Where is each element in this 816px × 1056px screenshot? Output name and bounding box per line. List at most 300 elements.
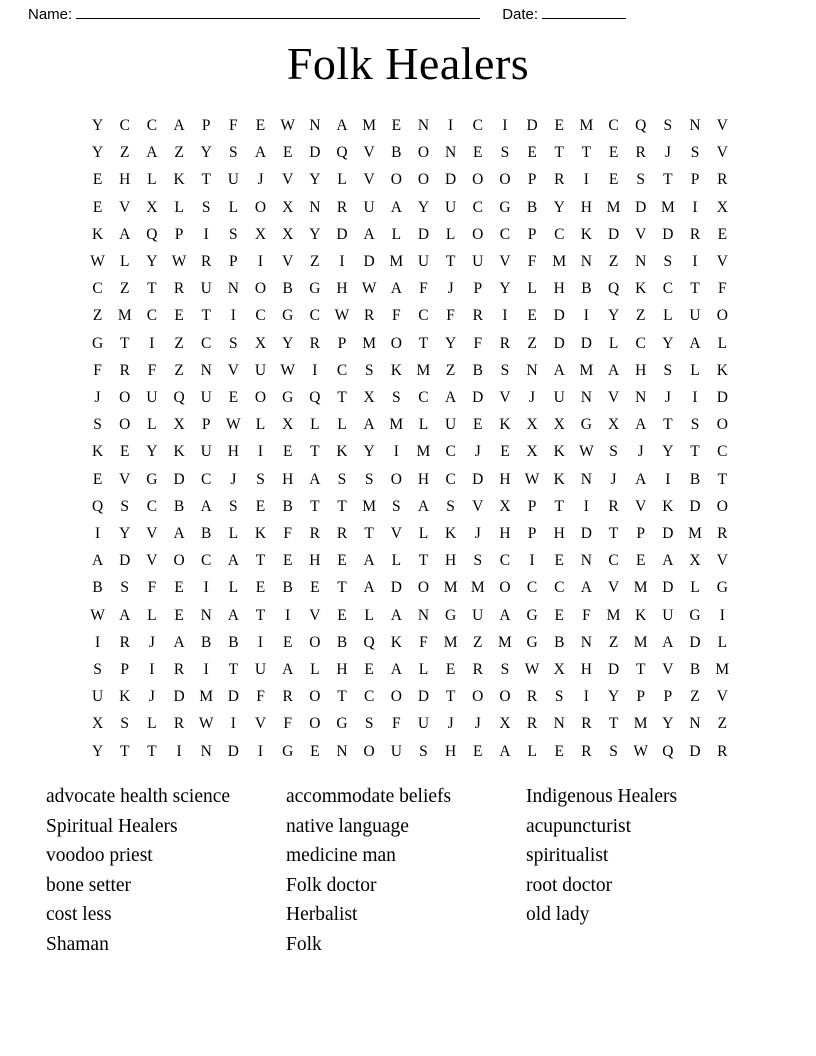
grid-letter[interactable]: Y (119, 525, 131, 543)
grid-letter[interactable]: Q (309, 389, 321, 407)
grid-letter[interactable]: K (635, 280, 647, 298)
grid-letter[interactable]: W (579, 443, 594, 461)
grid-letter[interactable]: J (664, 144, 671, 162)
grid-letter[interactable]: R (336, 525, 348, 543)
grid-letter[interactable]: M (633, 579, 648, 597)
grid-letter[interactable]: Z (690, 688, 700, 706)
grid-letter[interactable]: Y (499, 280, 511, 298)
grid-letter[interactable]: Z (120, 144, 130, 162)
grid-letter[interactable]: B (201, 525, 212, 543)
grid-letter[interactable]: G (526, 633, 538, 651)
grid-letter[interactable]: R (472, 307, 483, 325)
grid-letter[interactable]: O (363, 742, 375, 760)
grid-letter[interactable]: R (472, 661, 483, 679)
grid-letter[interactable]: L (147, 171, 157, 189)
grid-letter[interactable]: J (474, 715, 481, 733)
grid-letter[interactable]: P (527, 225, 537, 243)
grid-letter[interactable]: V (119, 470, 131, 488)
grid-letter[interactable]: H (227, 443, 239, 461)
grid-letter[interactable]: Z (310, 253, 320, 271)
grid-letter[interactable]: V (662, 661, 674, 679)
grid-letter[interactable]: P (473, 280, 483, 298)
grid-letter[interactable]: U (363, 198, 375, 216)
grid-letter[interactable]: K (662, 497, 674, 515)
grid-letter[interactable]: M (660, 198, 675, 216)
grid-letter[interactable]: S (609, 443, 618, 461)
grid-letter[interactable]: M (606, 198, 621, 216)
grid-letter[interactable]: I (257, 633, 264, 651)
grid-letter[interactable]: C (445, 470, 456, 488)
grid-letter[interactable]: I (448, 117, 454, 134)
grid-letter[interactable]: C (662, 280, 674, 298)
grid-letter[interactable]: Y (309, 225, 321, 243)
grid-letter[interactable]: D (119, 552, 131, 570)
grid-letter[interactable]: O (716, 497, 728, 515)
grid-letter[interactable]: Y (91, 117, 104, 134)
grid-letter[interactable]: K (445, 525, 457, 543)
grid-letter[interactable]: D (472, 389, 484, 407)
grid-letter[interactable]: O (499, 688, 511, 706)
grid-letter[interactable]: T (554, 144, 564, 162)
grid-letter[interactable]: X (91, 715, 104, 733)
grid-letter[interactable]: C (635, 334, 646, 352)
grid-letter[interactable]: V (607, 579, 620, 597)
grid-letter[interactable]: S (256, 470, 265, 488)
grid-letter[interactable]: Q (662, 742, 674, 760)
grid-letter[interactable]: T (147, 280, 157, 298)
grid-letter[interactable]: E (445, 661, 456, 679)
grid-letter[interactable]: N (417, 117, 430, 134)
grid-letter[interactable]: Z (527, 334, 537, 352)
grid-letter[interactable]: U (472, 253, 484, 271)
grid-letter[interactable]: I (583, 307, 589, 325)
grid-letter[interactable]: B (472, 361, 483, 379)
grid-letter[interactable]: K (173, 171, 185, 189)
grid-letter[interactable]: R (581, 715, 592, 733)
grid-letter[interactable]: X (499, 497, 511, 515)
grid-letter[interactable]: M (199, 688, 214, 706)
grid-letter[interactable]: E (554, 742, 564, 760)
grid-letter[interactable]: T (663, 171, 673, 189)
word-bank-item[interactable]: voodoo priest (46, 845, 153, 867)
grid-letter[interactable]: A (173, 117, 185, 134)
grid-letter[interactable]: Z (174, 361, 184, 379)
grid-letter[interactable]: D (607, 661, 620, 679)
grid-letter[interactable]: W (90, 253, 105, 271)
grid-letter[interactable]: X (689, 552, 701, 570)
grid-letter[interactable]: T (690, 280, 700, 298)
grid-letter[interactable]: I (149, 334, 155, 352)
grid-letter[interactable]: U (91, 688, 104, 706)
grid-letter[interactable]: Y (146, 443, 158, 461)
grid-letter[interactable]: L (120, 253, 130, 271)
grid-letter[interactable]: U (390, 742, 402, 760)
word-bank-item[interactable]: acupuncturist (526, 815, 632, 837)
grid-letter[interactable]: S (93, 661, 102, 679)
grid-letter[interactable]: O (173, 552, 185, 570)
grid-letter[interactable]: G (336, 715, 348, 733)
grid-letter[interactable]: A (390, 661, 402, 679)
grid-letter[interactable]: A (662, 633, 674, 651)
grid-letter[interactable]: I (203, 225, 209, 243)
grid-letter[interactable]: H (417, 470, 430, 488)
grid-letter[interactable]: O (417, 579, 430, 597)
grid-letter[interactable]: R (526, 715, 538, 733)
grid-letter[interactable]: K (499, 416, 511, 434)
grid-letter[interactable]: L (527, 280, 537, 298)
grid-letter[interactable]: E (282, 552, 293, 570)
grid-letter[interactable]: E (92, 171, 103, 189)
grid-letter[interactable]: E (282, 144, 293, 162)
grid-letter[interactable]: P (690, 171, 700, 189)
grid-letter[interactable]: D (553, 334, 565, 352)
grid-letter[interactable]: A (282, 661, 294, 679)
word-bank-item[interactable]: bone setter (46, 874, 132, 896)
grid-letter[interactable]: C (418, 307, 429, 325)
grid-letter[interactable]: T (554, 497, 564, 515)
grid-letter[interactable]: D (662, 525, 674, 543)
grid-letter[interactable]: U (445, 416, 457, 434)
grid-letter[interactable]: D (227, 688, 239, 706)
grid-letter[interactable]: V (146, 552, 158, 570)
grid-letter[interactable]: S (636, 171, 646, 189)
grid-letter[interactable]: G (526, 606, 538, 624)
grid-letter[interactable]: D (417, 225, 430, 243)
grid-letter[interactable]: B (391, 144, 402, 162)
grid-letter[interactable]: F (391, 307, 401, 325)
grid-letter[interactable]: N (526, 361, 538, 379)
grid-letter[interactable]: N (309, 117, 321, 134)
grid-letter[interactable]: U (472, 606, 484, 624)
grid-letter[interactable]: T (310, 443, 320, 461)
grid-letter[interactable]: S (500, 144, 510, 162)
grid-letter[interactable]: F (147, 579, 157, 597)
grid-letter[interactable]: Z (445, 361, 456, 379)
grid-letter[interactable]: R (309, 334, 320, 352)
grid-letter[interactable]: J (664, 389, 671, 407)
grid-letter[interactable]: J (474, 443, 481, 461)
grid-letter[interactable]: H (635, 361, 647, 379)
grid-letter[interactable]: E (554, 606, 564, 624)
grid-letter[interactable]: S (446, 497, 455, 515)
grid-letter[interactable]: Y (282, 334, 294, 352)
grid-letter[interactable]: J (257, 171, 264, 189)
grid-letter[interactable]: C (554, 225, 565, 243)
grid-letter[interactable]: G (282, 389, 294, 407)
grid-letter[interactable]: B (228, 633, 239, 651)
grid-letter[interactable]: V (716, 117, 728, 134)
grid-letter[interactable]: I (665, 470, 671, 488)
grid-letter[interactable]: D (553, 307, 565, 325)
grid-letter[interactable]: P (337, 334, 347, 352)
grid-letter[interactable]: X (282, 198, 294, 216)
grid-letter[interactable]: X (553, 416, 565, 434)
grid-letter[interactable]: H (445, 552, 457, 570)
grid-letter[interactable]: H (336, 661, 348, 679)
grid-letter[interactable]: L (337, 171, 347, 189)
grid-letter[interactable]: I (257, 443, 264, 461)
grid-letter[interactable]: L (717, 334, 728, 352)
grid-letter[interactable]: U (200, 443, 212, 461)
grid-letter[interactable]: U (553, 389, 565, 407)
grid-letter[interactable]: I (257, 253, 264, 271)
grid-letter[interactable]: U (200, 389, 212, 407)
grid-letter[interactable]: O (119, 416, 131, 434)
grid-letter[interactable]: M (389, 253, 404, 271)
grid-letter[interactable]: D (607, 225, 620, 243)
grid-letter[interactable]: I (285, 606, 291, 624)
grid-letter[interactable]: Z (608, 633, 619, 651)
grid-letter[interactable]: E (473, 144, 483, 162)
grid-letter[interactable]: O (499, 171, 511, 189)
grid-letter[interactable]: O (472, 225, 484, 243)
grid-letter[interactable]: Y (200, 144, 212, 162)
grid-letter[interactable]: V (363, 144, 375, 162)
grid-letter[interactable]: R (201, 253, 212, 271)
grid-letter[interactable]: E (473, 416, 483, 434)
grid-letter[interactable]: C (526, 579, 538, 597)
grid-letter[interactable]: H (553, 525, 565, 543)
grid-letter[interactable]: R (689, 225, 701, 243)
grid-letter[interactable]: M (443, 633, 458, 651)
grid-letter[interactable]: V (390, 525, 402, 543)
grid-letter[interactable]: M (416, 361, 431, 379)
grid-letter[interactable]: H (445, 742, 457, 760)
grid-letter[interactable]: P (174, 225, 184, 243)
word-bank-item[interactable]: Folk (286, 933, 322, 955)
grid-letter[interactable]: T (228, 661, 239, 679)
grid-letter[interactable]: A (635, 470, 647, 488)
grid-letter[interactable]: O (390, 470, 402, 488)
grid-letter[interactable]: P (527, 171, 537, 189)
grid-letter[interactable]: O (716, 307, 728, 325)
grid-letter[interactable]: Y (607, 688, 620, 706)
grid-letter[interactable]: E (527, 144, 537, 162)
grid-letter[interactable]: T (445, 253, 456, 271)
grid-letter[interactable]: N (200, 361, 212, 379)
grid-letter[interactable]: T (255, 606, 266, 624)
grid-letter[interactable]: C (499, 552, 511, 570)
grid-letter[interactable]: V (607, 389, 620, 407)
grid-letter[interactable]: A (499, 742, 511, 760)
grid-letter[interactable]: U (200, 280, 212, 298)
grid-letter[interactable]: D (173, 688, 185, 706)
grid-letter[interactable]: L (663, 307, 673, 325)
grid-letter[interactable]: A (662, 552, 674, 570)
grid-letter[interactable]: O (119, 389, 131, 407)
grid-letter[interactable]: O (499, 579, 511, 597)
grid-letter[interactable]: M (715, 661, 730, 679)
grid-letter[interactable]: I (692, 198, 698, 216)
grid-letter[interactable]: I (339, 253, 345, 271)
grid-letter[interactable]: Y (417, 198, 430, 216)
grid-letter[interactable]: A (119, 606, 131, 624)
grid-letter[interactable]: K (553, 443, 565, 461)
grid-letter[interactable]: R (608, 497, 619, 515)
grid-letter[interactable]: M (606, 606, 621, 624)
grid-letter[interactable]: L (364, 606, 374, 624)
grid-letter[interactable]: R (554, 171, 565, 189)
grid-letter[interactable]: W (524, 470, 540, 488)
grid-letter[interactable]: C (119, 117, 130, 134)
grid-letter[interactable]: T (337, 688, 347, 706)
grid-letter[interactable]: I (203, 579, 209, 597)
grid-letter[interactable]: E (282, 633, 293, 651)
grid-letter[interactable]: R (173, 280, 185, 298)
grid-letter[interactable]: I (257, 742, 264, 760)
grid-letter[interactable]: T (663, 416, 673, 434)
grid-letter[interactable]: S (120, 497, 130, 515)
grid-letter[interactable]: S (229, 144, 238, 162)
grid-letter[interactable]: R (173, 715, 185, 733)
grid-letter[interactable]: K (119, 688, 131, 706)
word-bank-item[interactable]: old lady (526, 904, 590, 926)
grid-letter[interactable]: E (120, 443, 130, 461)
grid-letter[interactable]: P (201, 416, 211, 434)
grid-letter[interactable]: N (200, 606, 212, 624)
grid-letter[interactable]: Q (173, 389, 185, 407)
grid-letter[interactable]: V (282, 253, 294, 271)
grid-letter[interactable]: T (201, 171, 211, 189)
grid-letter[interactable]: T (418, 552, 429, 570)
grid-letter[interactable]: S (229, 225, 238, 243)
grid-letter[interactable]: J (447, 715, 454, 733)
grid-letter[interactable]: I (692, 253, 698, 271)
grid-letter[interactable]: S (690, 416, 700, 434)
grid-letter[interactable]: D (580, 334, 592, 352)
grid-letter[interactable]: D (472, 470, 484, 488)
grid-letter[interactable]: F (582, 606, 591, 624)
grid-letter[interactable]: L (527, 742, 537, 760)
grid-letter[interactable]: F (283, 525, 292, 543)
grid-letter[interactable]: Y (91, 144, 104, 162)
grid-letter[interactable]: E (92, 198, 103, 216)
grid-letter[interactable]: T (337, 389, 347, 407)
grid-letter[interactable]: O (716, 416, 728, 434)
grid-letter[interactable]: O (309, 688, 321, 706)
grid-letter[interactable]: C (445, 443, 456, 461)
grid-letter[interactable]: D (363, 253, 375, 271)
grid-letter[interactable]: W (171, 253, 187, 271)
grid-letter[interactable]: A (445, 389, 457, 407)
grid-letter[interactable]: C (146, 307, 158, 325)
grid-letter[interactable]: H (580, 661, 592, 679)
grid-letter[interactable]: J (447, 280, 454, 298)
grid-letter[interactable]: O (254, 198, 267, 216)
grid-letter[interactable]: M (389, 416, 404, 434)
grid-letter[interactable]: A (173, 525, 185, 543)
grid-letter[interactable]: N (580, 470, 592, 488)
word-bank-item[interactable]: native language (286, 815, 409, 837)
grid-letter[interactable]: E (255, 579, 266, 597)
grid-letter[interactable]: O (254, 389, 267, 407)
grid-letter[interactable]: R (717, 525, 728, 543)
grid-letter[interactable]: I (176, 742, 182, 760)
grid-letter[interactable]: B (282, 579, 293, 597)
grid-letter[interactable]: M (362, 117, 377, 134)
grid-letter[interactable]: L (147, 715, 157, 733)
grid-letter[interactable]: U (689, 307, 701, 325)
grid-letter[interactable]: K (390, 361, 402, 379)
grid-letter[interactable]: C (92, 280, 103, 298)
grid-letter[interactable]: X (173, 416, 185, 434)
grid-letter[interactable]: M (416, 443, 431, 461)
grid-letter[interactable]: D (689, 497, 701, 515)
grid-letter[interactable]: E (337, 606, 347, 624)
grid-letter[interactable]: C (309, 307, 320, 325)
grid-letter[interactable]: S (93, 416, 102, 434)
grid-letter[interactable]: L (690, 579, 700, 597)
grid-letter[interactable]: C (201, 470, 212, 488)
grid-letter[interactable]: W (361, 280, 377, 298)
grid-letter[interactable]: E (174, 579, 184, 597)
grid-letter[interactable]: V (716, 253, 728, 271)
grid-letter[interactable]: N (445, 144, 457, 162)
grid-letter[interactable]: F (446, 307, 455, 325)
name-fill-line[interactable] (76, 6, 480, 19)
grid-letter[interactable]: R (635, 144, 646, 162)
grid-letter[interactable]: A (553, 361, 565, 379)
grid-letter[interactable]: U (417, 715, 430, 733)
grid-letter[interactable]: S (229, 334, 238, 352)
grid-letter[interactable]: W (226, 416, 241, 434)
grid-letter[interactable]: G (146, 470, 158, 488)
grid-letter[interactable]: A (689, 334, 701, 352)
grid-letter[interactable]: L (228, 525, 239, 543)
grid-letter[interactable]: K (91, 443, 104, 461)
grid-letter[interactable]: B (554, 633, 565, 651)
grid-letter[interactable]: B (282, 497, 293, 515)
grid-letter[interactable]: N (417, 606, 430, 624)
grid-letter[interactable]: K (336, 443, 348, 461)
grid-letter[interactable]: A (580, 579, 592, 597)
grid-letter[interactable]: N (553, 715, 565, 733)
grid-letter[interactable]: L (391, 225, 402, 243)
word-bank-item[interactable]: cost less (46, 904, 112, 926)
grid-letter[interactable]: D (526, 117, 538, 134)
grid-letter[interactable]: B (282, 280, 293, 298)
grid-letter[interactable]: R (717, 171, 728, 189)
grid-letter[interactable]: P (527, 497, 537, 515)
grid-letter[interactable]: L (228, 579, 239, 597)
grid-letter[interactable]: B (92, 579, 103, 597)
grid-letter[interactable]: U (254, 361, 267, 379)
grid-letter[interactable]: O (390, 171, 402, 189)
grid-letter[interactable]: C (499, 225, 511, 243)
grid-letter[interactable]: W (524, 661, 540, 679)
grid-letter[interactable]: V (499, 253, 511, 271)
grid-letter[interactable]: C (608, 117, 619, 134)
grid-letter[interactable]: N (635, 389, 647, 407)
grid-letter[interactable]: A (119, 225, 131, 243)
grid-letter[interactable]: M (498, 633, 512, 651)
grid-letter[interactable]: I (230, 307, 236, 325)
grid-letter[interactable]: Y (445, 334, 457, 352)
grid-letter[interactable]: A (227, 606, 239, 624)
grid-letter[interactable]: X (254, 225, 267, 243)
grid-letter[interactable]: N (227, 280, 239, 298)
grid-letter[interactable]: L (337, 416, 347, 434)
grid-letter[interactable]: L (310, 661, 320, 679)
grid-letter[interactable]: O (417, 144, 430, 162)
grid-letter[interactable]: S (120, 715, 130, 733)
grid-letter[interactable]: K (580, 225, 592, 243)
word-bank-item[interactable]: accommodate beliefs (286, 786, 452, 807)
grid-letter[interactable]: A (200, 497, 212, 515)
grid-letter[interactable]: N (309, 198, 321, 216)
grid-letter[interactable]: E (310, 742, 320, 760)
grid-letter[interactable]: V (227, 361, 239, 379)
